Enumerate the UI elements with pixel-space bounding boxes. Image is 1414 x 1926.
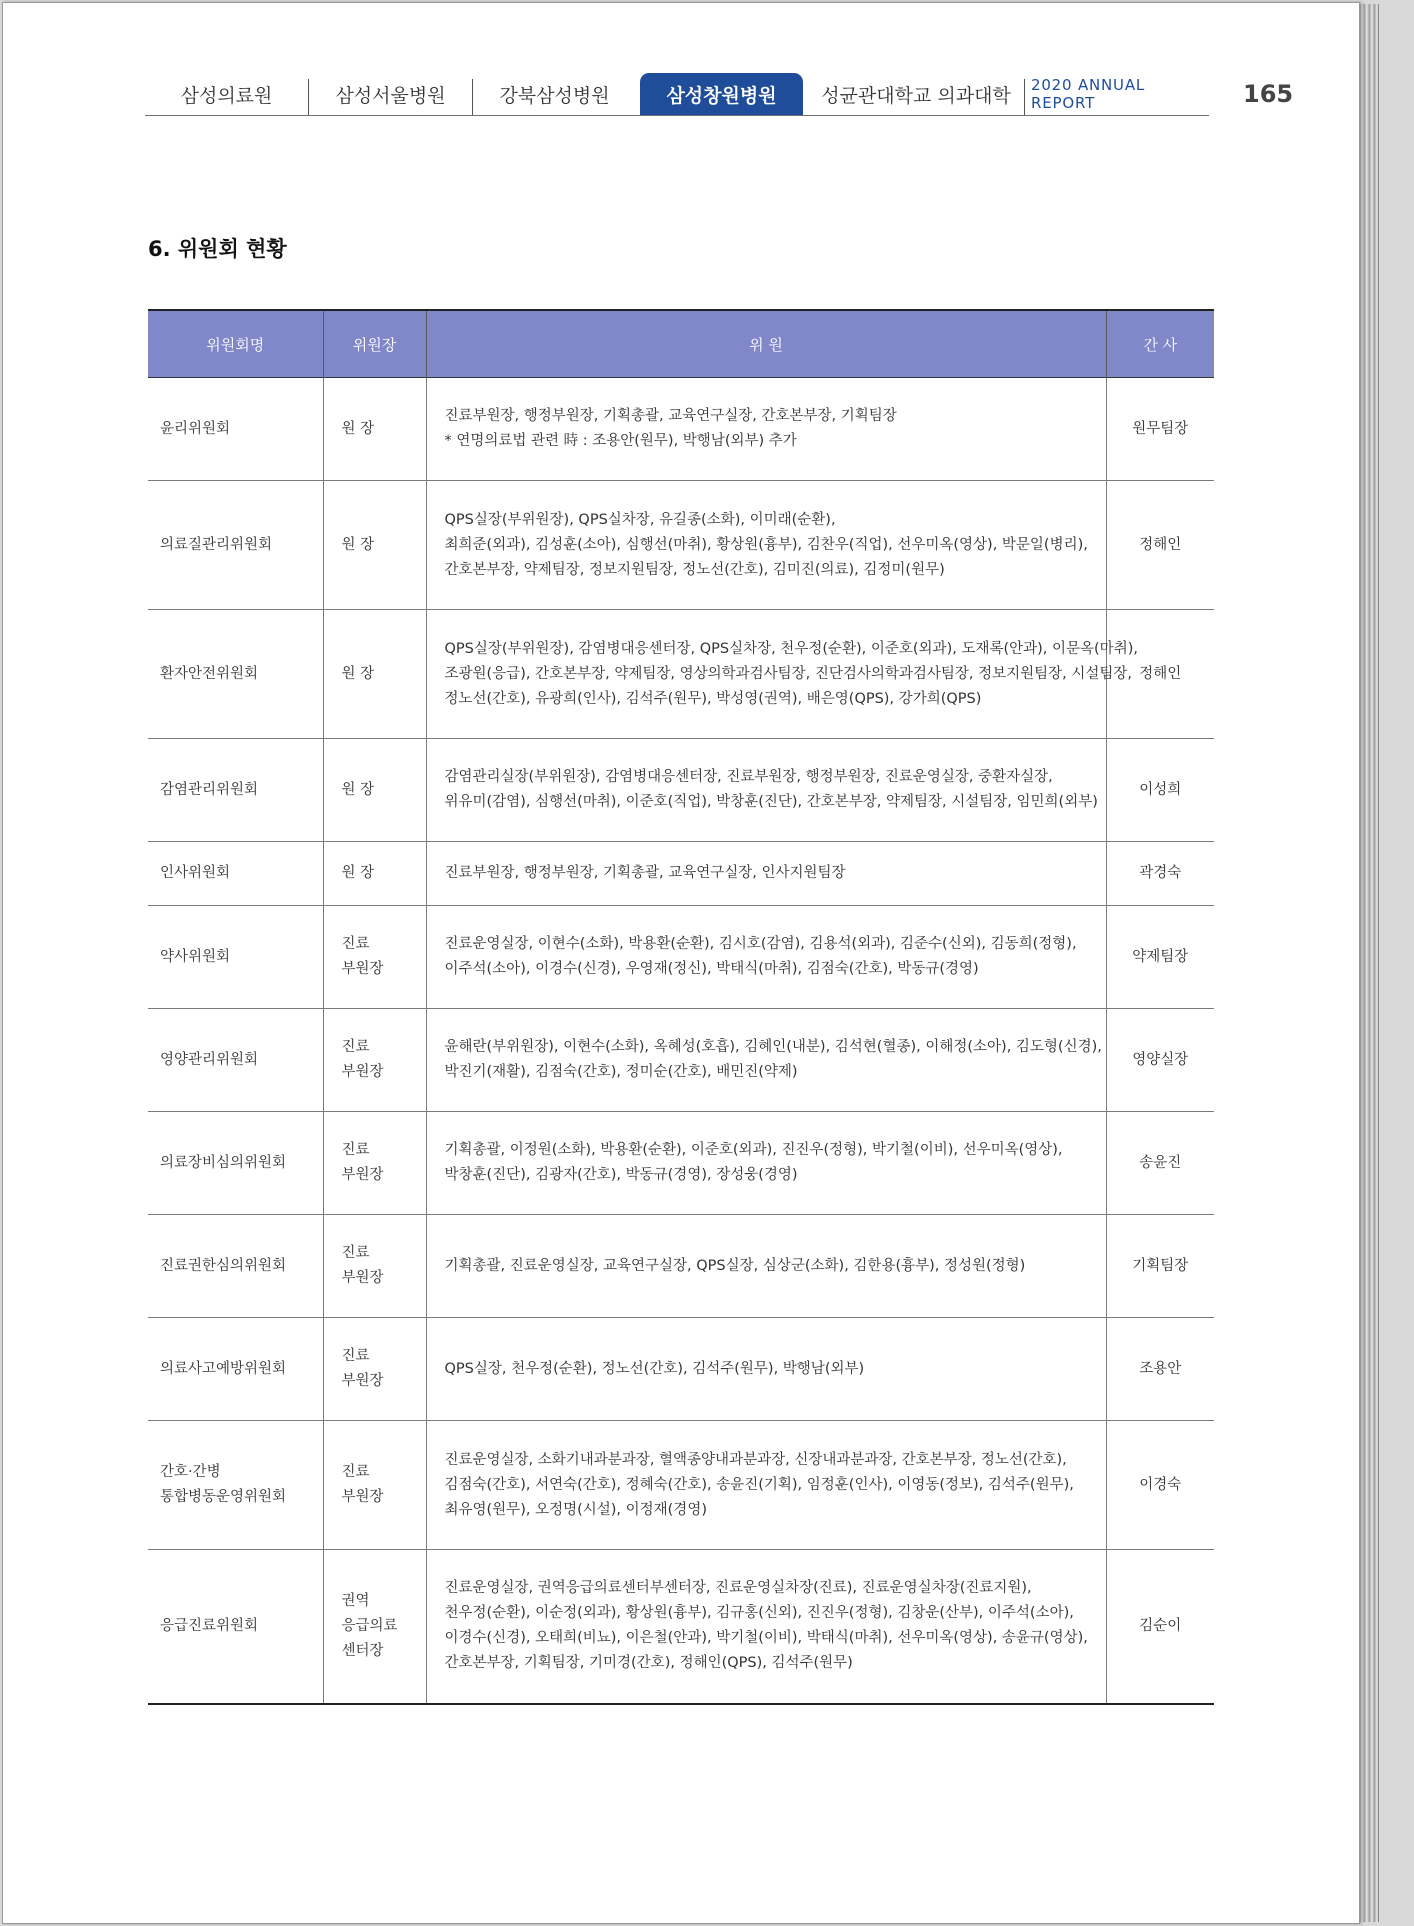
members-line: 진료운영실장, 이현수(소화), 박용환(순환), 김시호(감염), 김용석(외과), 김준수(신외), 김동희(정형), <box>444 936 1077 952</box>
secretary-cell <box>1106 1550 1214 1704</box>
chair: 부원장 <box>341 1167 384 1183</box>
members-line: 기획총괄, 이정원(소화), 박용환(순환), 이준호(외과), 진진우(정형), 박기철(이비), 선우미옥(영상), <box>444 1142 1063 1158</box>
chair: 진료 <box>341 1245 370 1261</box>
chair: 진료 <box>341 936 370 952</box>
secretary: 송윤진 <box>1139 1154 1182 1171</box>
secretary: 영양실장 <box>1132 1051 1189 1068</box>
members-line: QPS실장, 천우정(순환), 정노선(간호), 김석주(원무), 박행남(외부) <box>444 1360 865 1377</box>
secretary: 정해인 <box>1139 536 1182 553</box>
secretary-cell <box>1106 906 1214 1009</box>
table-row <box>148 739 1214 842</box>
committee-name: 진료권한심의위원회 <box>160 1257 287 1274</box>
secretary-cell <box>1106 378 1214 481</box>
secretary-cell <box>1106 739 1214 842</box>
members-line: 진료부원장, 행정부원장, 기획총괄, 교육연구실장, 간호본부장, 기획팀장 <box>444 408 897 424</box>
table-row <box>148 1421 1214 1550</box>
secretary: 곽경숙 <box>1139 865 1182 881</box>
members-line: 간호본부장, 기획팀장, 기미경(간호), 정해인(QPS), 김석주(원무) <box>444 1655 853 1672</box>
tab-samsung-medical[interactable] <box>145 73 308 115</box>
chair: 진료 <box>341 1142 370 1158</box>
committee-name-cell <box>148 1421 323 1550</box>
committee-name: 의료장비심의위원회 <box>160 1154 287 1171</box>
chair: 응급의료 <box>341 1617 398 1634</box>
chair-cell <box>323 610 426 739</box>
committee-name-cell <box>148 1215 323 1318</box>
chair: 원 장 <box>341 420 375 437</box>
chair-cell <box>323 842 426 906</box>
tab-label: 성균관대학교 의과대학 <box>821 84 1011 107</box>
chair-cell <box>323 1215 426 1318</box>
members-line: 조광원(응급), 간호본부장, 약제팀장, 영상의학과검사팀장, 진단검사의학과검사팀장, 정보지원팀장, 시설팀장, <box>444 665 1133 682</box>
members-line: 정노선(간호), 유광희(인사), 김석주(원무), 박성영(권역), 배은영(QPS), 강가희(QPS) <box>444 690 982 707</box>
chair: 진료 <box>341 1348 370 1364</box>
chair-cell <box>323 1421 426 1550</box>
members-line: 최희준(외과), 김성훈(소아), 심행선(마취), 황상원(흉부), 김찬우(직업), 선우미옥(영상), 박문일(병리), <box>444 536 1088 553</box>
committee-name-cell <box>148 1550 323 1704</box>
chair-cell <box>323 906 426 1009</box>
table-row <box>148 1550 1214 1704</box>
table-row <box>148 906 1214 1009</box>
chair-cell <box>323 1112 426 1215</box>
members-line: 진료부원장, 행정부원장, 기획총괄, 교육연구실장, 인사지원팀장 <box>444 865 846 881</box>
chair: 부원장 <box>341 1373 384 1389</box>
section-title: 6. 위원회 현황 <box>148 237 287 261</box>
document-page <box>2 2 1360 1924</box>
members-cell <box>426 842 1106 906</box>
members-line: QPS실장(부위원장), QPS실차장, 유길종(소화), 이미래(순환), <box>444 511 836 528</box>
members-line: QPS실장(부위원장), 감염병대응센터장, QPS실차장, 천우정(순환), 이준호(외과), 도재록(안과), 이문옥(마취), <box>444 640 1138 657</box>
column-header-committee: 위원회명 <box>148 310 323 378</box>
members-line: 이주석(소아), 이경수(신경), 우영재(정신), 박태식(마취), 김점숙(간호), 박동규(경영) <box>444 961 979 977</box>
table-row <box>148 842 1214 906</box>
members-line: * 연명의료법 관련 時 : 조용안(원무), 박행남(외부) 추가 <box>444 433 797 449</box>
members-line: 천우정(순환), 이순정(외과), 황상원(흉부), 김규홍(신외), 진진우(정형), 김창운(산부), 이주석(소아), <box>444 1605 1074 1622</box>
secretary-cell <box>1106 1318 1214 1421</box>
chair: 부원장 <box>341 1489 384 1505</box>
committee-name: 응급진료위원회 <box>160 1617 259 1634</box>
members-line: 진료운영실장, 소화기내과분과장, 혈액종양내과분과장, 신장내과분과장, 간호본부장, 정노선(간호), <box>444 1451 1067 1468</box>
table-row <box>148 378 1214 481</box>
members-cell <box>426 1550 1106 1704</box>
page-stack-edge <box>1358 4 1379 1922</box>
tab-samsung-changwon[interactable] <box>640 73 803 115</box>
members-line: 위유미(감염), 심행선(마취), 이준호(직업), 박창훈(진단), 간호본부장, 약제팀장, 시설팀장, 임민희(외부) <box>444 794 1098 810</box>
secretary: 원무팀장 <box>1132 420 1189 437</box>
tab-label: 삼성창원병원 <box>666 84 777 107</box>
secretary: 김순이 <box>1139 1617 1182 1634</box>
members-line: 윤해란(부위원장), 이현수(소화), 옥혜성(호흡), 김혜인(내분), 김석현(혈종), 이해정(소아), 김도형(신경), <box>444 1039 1102 1055</box>
column-header-members: 위 원 <box>426 310 1106 378</box>
chair: 진료 <box>341 1464 370 1480</box>
members-line: 간호본부장, 약제팀장, 정보지원팀장, 정노선(간호), 김미진(의료), 김정미(원무) <box>444 561 945 578</box>
members-cell <box>426 481 1106 610</box>
tab-divider <box>1024 79 1025 116</box>
chair: 원 장 <box>341 536 375 553</box>
members-cell <box>426 1215 1106 1318</box>
committee-name: 통합병동운영위원회 <box>160 1489 287 1505</box>
committee-name-cell <box>148 1318 323 1421</box>
table-row <box>148 610 1214 739</box>
chair-cell <box>323 1009 426 1112</box>
table-row <box>148 481 1214 610</box>
secretary: 정해인 <box>1139 665 1182 682</box>
members-cell <box>426 739 1106 842</box>
chair: 진료 <box>341 1039 370 1055</box>
members-cell <box>426 1009 1106 1112</box>
members-line: 박창훈(진단), 김광자(간호), 박동규(경영), 장성웅(경영) <box>444 1167 798 1183</box>
committee-name: 의료질관리위원회 <box>160 536 273 553</box>
chair: 부원장 <box>341 1064 384 1080</box>
column-header-secretary: 간 사 <box>1106 310 1214 378</box>
chair-cell <box>323 1550 426 1704</box>
members-line: 진료운영실장, 권역응급의료센터부센터장, 진료운영실차장(진료), 진료운영실차장(진료지원), <box>444 1580 1032 1597</box>
chair: 원 장 <box>341 665 375 682</box>
members-line: 박진기(재활), 김점숙(간호), 정미순(간호), 배민진(약제) <box>444 1064 798 1080</box>
committee-name-cell <box>148 739 323 842</box>
committee-name: 인사위원회 <box>160 865 231 881</box>
members-cell <box>426 1421 1106 1550</box>
members-cell <box>426 610 1138 739</box>
committee-name-cell <box>148 842 323 906</box>
tab-samsung-seoul[interactable] <box>309 73 472 115</box>
committee-name: 의료사고예방위원회 <box>160 1360 287 1377</box>
chair-cell <box>323 481 426 610</box>
members-cell <box>426 1112 1106 1215</box>
members-cell <box>426 906 1106 1009</box>
committee-name-cell <box>148 1009 323 1112</box>
members-line: 감염관리실장(부위원장), 감염병대응센터장, 진료부원장, 행정부원장, 진료운영실장, 중환자실장, <box>444 769 1053 785</box>
table-row <box>148 1215 1214 1318</box>
tab-kangbuk-samsung[interactable] <box>473 73 636 115</box>
committee-table <box>148 309 1214 1705</box>
secretary: 기획팀장 <box>1132 1257 1189 1274</box>
members-line: 최유영(원무), 오정명(시설), 이정재(경영) <box>444 1501 707 1518</box>
members-cell <box>426 378 1106 481</box>
chair-cell <box>323 1318 426 1421</box>
column-header-chair: 위원장 <box>323 310 426 378</box>
annual-report-label: 2020 ANNUAL REPORT <box>1031 76 1146 112</box>
committee-name-cell <box>148 906 323 1009</box>
chair: 원 장 <box>341 865 375 881</box>
chair: 권역 <box>341 1592 370 1609</box>
tab-label: 삼성서울병원 <box>335 84 446 107</box>
tab-label: 강북삼성병원 <box>499 84 610 107</box>
committee-name: 윤리위원회 <box>160 420 231 437</box>
secretary-cell <box>1106 842 1214 906</box>
secretary-cell <box>1106 1009 1214 1112</box>
members-line: 이경수(신경), 오태희(비뇨), 이은철(안과), 박기철(이비), 박태식(마취), 선우미옥(영상), 송윤규(영상), <box>444 1630 1088 1647</box>
committee-name: 환자안전위원회 <box>160 665 259 682</box>
chair: 부원장 <box>341 961 384 977</box>
tab-skku-medicine[interactable] <box>809 73 1023 115</box>
committee-name-cell <box>148 378 323 481</box>
tab-label: 삼성의료원 <box>180 84 273 107</box>
page-number: 165 <box>1243 80 1294 108</box>
secretary: 이경숙 <box>1139 1476 1182 1493</box>
secretary-cell <box>1106 481 1214 610</box>
chair-cell <box>323 378 426 481</box>
table-header-row <box>148 310 1214 378</box>
committee-table-wrapper <box>148 309 1214 1705</box>
secretary-cell <box>1106 1421 1214 1550</box>
committee-name: 영양관리위원회 <box>160 1051 259 1068</box>
table-row <box>148 1318 1214 1421</box>
chair: 센터장 <box>341 1642 384 1659</box>
chair: 부원장 <box>341 1270 384 1286</box>
members-line: 김점숙(간호), 서연숙(간호), 정혜숙(간호), 송윤진(기획), 임정훈(인사), 이영동(정보), 김석주(원무), <box>444 1476 1074 1493</box>
committee-name-cell <box>148 481 323 610</box>
table-row <box>148 1112 1214 1215</box>
members-cell <box>426 1318 1106 1421</box>
header-rule <box>145 115 1209 116</box>
chair-cell <box>323 739 426 842</box>
committee-name: 감염관리위원회 <box>160 781 259 798</box>
table-row <box>148 1009 1214 1112</box>
committee-name-cell <box>148 610 323 739</box>
secretary-cell <box>1106 1112 1214 1215</box>
chair: 원 장 <box>341 781 375 798</box>
secretary: 이성희 <box>1139 781 1182 798</box>
committee-name: 간호·간병 <box>160 1464 221 1480</box>
secretary: 조용안 <box>1139 1360 1182 1377</box>
committee-name: 약사위원회 <box>160 948 231 965</box>
secretary-cell <box>1106 1215 1214 1318</box>
members-line: 기획총괄, 진료운영실장, 교육연구실장, QPS실장, 심상군(소화), 김한용(흉부), 정성원(정형) <box>444 1257 1026 1274</box>
secretary: 약제팀장 <box>1132 948 1189 965</box>
committee-name-cell <box>148 1112 323 1215</box>
